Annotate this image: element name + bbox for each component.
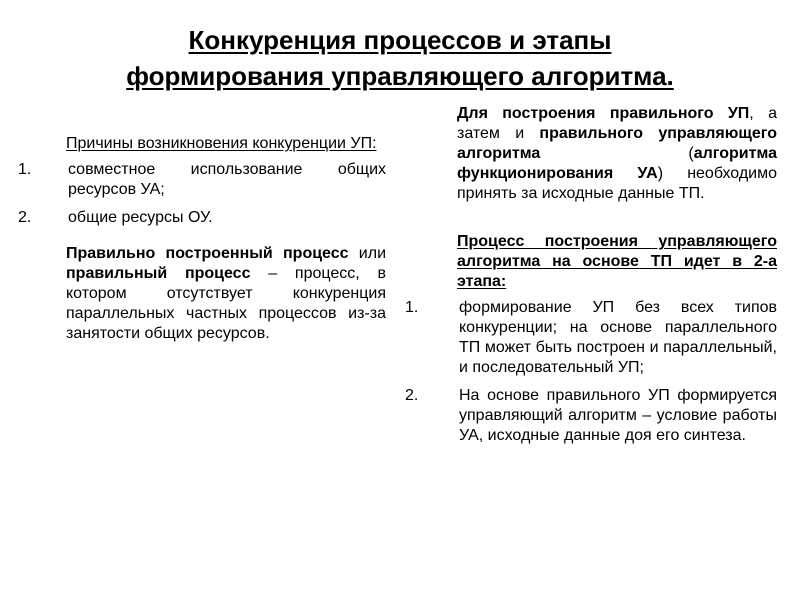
cause-item-2 bbox=[18, 208, 386, 228]
cause-text: общие ресурсы ОУ. bbox=[68, 209, 213, 226]
intro-tail: ) необходимо принять за исходные данные ТП. bbox=[457, 165, 777, 202]
stage-text: формирование УП без всех типов конкуренции; на основе параллельного ТП может быть построен и параллельный, и последовательный УП; bbox=[459, 299, 777, 376]
stage-item-2 bbox=[405, 386, 777, 446]
stage-number: 1. bbox=[405, 299, 419, 316]
cause-number: 1. bbox=[18, 161, 32, 178]
cause-item-1 bbox=[18, 160, 386, 200]
right-column bbox=[405, 104, 777, 454]
correct-process-definition bbox=[18, 244, 386, 344]
intro-bold-lead: Для построения правильного bbox=[457, 105, 714, 122]
stage-item-1 bbox=[405, 298, 777, 378]
intro-up: УП bbox=[727, 105, 750, 122]
term-correct-process: правильный процесс bbox=[66, 265, 251, 282]
stage-text: На основе правильного УП формируется управляющий алгоритм – условие работы УА, исходные данные доя его синтеза. bbox=[459, 387, 777, 444]
slide-title bbox=[40, 22, 760, 94]
causes-heading: Причины возникновения конкуренции УП: bbox=[66, 135, 377, 152]
intro-correct-algorithm: правильного управляющего алгоритма bbox=[457, 125, 777, 162]
left-column bbox=[18, 134, 386, 344]
intro-function-algorithm: алгоритма функционирования УА bbox=[457, 145, 777, 182]
definition-connector: или bbox=[348, 245, 387, 262]
slide-title-line-2: формирования управляющего алгоритма. bbox=[126, 61, 674, 91]
cause-number: 2. bbox=[18, 209, 32, 226]
causes-list bbox=[18, 160, 386, 228]
cause-text: совместное использование общих ресурсов УА; bbox=[68, 161, 386, 198]
slide-title-line-1: Конкуренция процессов и этапы bbox=[188, 25, 612, 55]
stage-number: 2. bbox=[405, 387, 419, 404]
term-correct-built-process: Правильно построенный процесс bbox=[66, 245, 349, 262]
definition-text: – процесс, в котором отсутствует конкуренция параллельных частных процессов из-за занятости общих ресурсов. bbox=[66, 265, 386, 342]
stages-list bbox=[405, 298, 777, 446]
intro-paren-open: ( bbox=[540, 145, 694, 162]
intro-paragraph bbox=[405, 104, 777, 204]
stages-heading: Процесс построения управляющего алгоритма на основе ТП идет в 2-а этапа: bbox=[457, 233, 777, 290]
intro-text: , а затем и bbox=[457, 105, 777, 142]
